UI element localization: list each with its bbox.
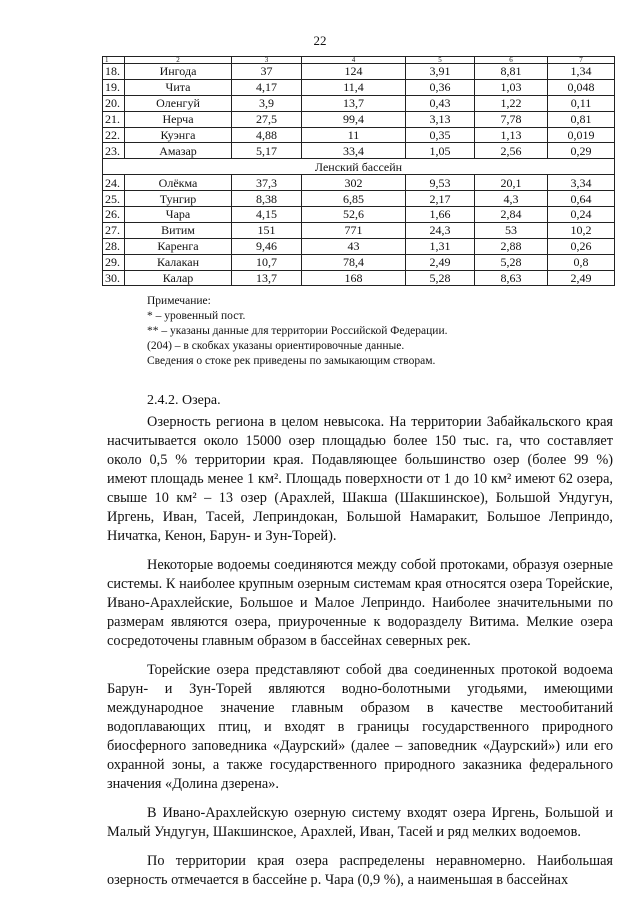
river-name-cell: Чара	[125, 207, 232, 223]
value-cell: 302	[302, 175, 406, 191]
value-cell: 3,9	[232, 95, 302, 111]
table-row	[103, 79, 615, 95]
value-cell: 4,3	[475, 191, 548, 207]
value-cell: 5,17	[232, 143, 302, 159]
value-cell: 78,4	[302, 254, 406, 270]
value-cell: 5,28	[475, 254, 548, 270]
value-cell: 0,29	[548, 143, 615, 159]
table-row	[103, 175, 615, 191]
row-number-cell: 21.	[103, 111, 125, 127]
value-cell: 43	[302, 238, 406, 254]
row-number-cell: 30.	[103, 270, 125, 286]
river-name-cell: Калар	[125, 270, 232, 286]
river-name-cell: Витим	[125, 222, 232, 238]
paragraph: Озерность региона в целом невысока. На территории Забайкальского края насчитывается около 15000 озер площадью более 150 тыс. га, что составляет около 0,5 % территории края. Подавляющее большинство озер (более 99 %) имеют площадь менее 1 км². Площадь поверхности от 1 до 10 км² имеют 62 озера, свыше 10 км² – 13 озер (Арахлей, Шакша (Шакшинское), Большой Ундугун, Иргень, Иван, Тасей, Леприндокан, Большой Намаракит, Большое Леприндо, Ничатка, Кенон, Барун- и Зун-Торей).	[107, 414, 613, 544]
table-row	[103, 127, 615, 143]
value-cell: 0,048	[548, 79, 615, 95]
value-cell: 1,31	[406, 238, 475, 254]
value-cell: 3	[232, 57, 302, 64]
value-cell: 0,43	[406, 95, 475, 111]
value-cell: 4	[302, 57, 406, 64]
table-row	[103, 143, 615, 159]
value-cell: 10,7	[232, 254, 302, 270]
value-cell: 0,64	[548, 191, 615, 207]
value-cell: 33,4	[302, 143, 406, 159]
table-row	[103, 222, 615, 238]
body-text	[107, 413, 613, 900]
value-cell: 52,6	[302, 207, 406, 223]
row-number-cell: 27.	[103, 222, 125, 238]
river-runoff-table	[102, 56, 615, 286]
table-row	[103, 95, 615, 111]
river-name-cell: Куэнга	[125, 127, 232, 143]
value-cell: 1,13	[475, 127, 548, 143]
value-cell: 0,11	[548, 95, 615, 111]
value-cell: 4,17	[232, 79, 302, 95]
value-cell: 1,03	[475, 79, 548, 95]
table-row	[103, 207, 615, 223]
value-cell: 13,7	[232, 270, 302, 286]
value-cell: 2,88	[475, 238, 548, 254]
value-cell: 168	[302, 270, 406, 286]
value-cell: 4,15	[232, 207, 302, 223]
basin-label: Ленский бассейн	[103, 159, 615, 175]
page-number: 22	[313, 33, 327, 48]
note-line: Сведения о стоке рек приведены по замыкающим створам.	[147, 355, 436, 367]
value-cell: 37	[232, 64, 302, 80]
value-cell: 0,81	[548, 111, 615, 127]
paragraph: В Ивано-Арахлейскую озерную систему входят озера Иргень, Большой и Малый Ундугун, Шакшинское, Арахлей, Иван, Тасей и ряд мелких водоемов.	[107, 805, 613, 840]
value-cell: 3,34	[548, 175, 615, 191]
river-name-cell: Каренга	[125, 238, 232, 254]
river-name-cell: Тунгир	[125, 191, 232, 207]
value-cell: 8,38	[232, 191, 302, 207]
row-number-cell: 28.	[103, 238, 125, 254]
river-name-cell: Чита	[125, 79, 232, 95]
value-cell: 0,019	[548, 127, 615, 143]
note-title: Примечание:	[147, 295, 211, 307]
paragraph: Некоторые водоемы соединяются между собой протоками, образуя озерные системы. К наиболее крупным озерным системам края относятся озера Торейские, Ивано-Арахлейские, Большое и Малое Леприндо. Наиболее значительными по размерам являются озера, приуроченные к водоразделу Витима. Мелкие озера сосредоточены главным образом в бассейнах северных рек.	[107, 557, 613, 649]
value-cell: 2,56	[475, 143, 548, 159]
row-number-cell: 18.	[103, 64, 125, 80]
table-row	[103, 238, 615, 254]
paragraph: По территории края озера распределены неравномерно. Наибольшая озерность отмечается в бассейне р. Чара (0,9 %), а наименьшая в бассейнах	[107, 853, 613, 888]
row-number-cell: 25.	[103, 191, 125, 207]
river-name-cell: Оленгуй	[125, 95, 232, 111]
river-name-cell: Нерча	[125, 111, 232, 127]
value-cell: 1,22	[475, 95, 548, 111]
row-number-cell: 20.	[103, 95, 125, 111]
value-cell: 9,46	[232, 238, 302, 254]
value-cell: 0,35	[406, 127, 475, 143]
table-notes	[147, 294, 617, 369]
table-row	[103, 270, 615, 286]
value-cell: 0,36	[406, 79, 475, 95]
value-cell: 37,3	[232, 175, 302, 191]
value-cell: 2,49	[548, 270, 615, 286]
river-name-cell: 2	[125, 57, 232, 64]
river-name-cell: Олёкма	[125, 175, 232, 191]
value-cell: 771	[302, 222, 406, 238]
value-cell: 0,24	[548, 207, 615, 223]
value-cell: 8,81	[475, 64, 548, 80]
basin-row	[103, 159, 615, 175]
value-cell: 5	[406, 57, 475, 64]
table-header-row	[103, 57, 615, 64]
row-number-cell: 29.	[103, 254, 125, 270]
value-cell: 2,84	[475, 207, 548, 223]
row-number-cell: 19.	[103, 79, 125, 95]
value-cell: 6	[475, 57, 548, 64]
section-heading: 2.4.2. Озера.	[147, 393, 221, 408]
value-cell: 7,78	[475, 111, 548, 127]
row-number-cell: 22.	[103, 127, 125, 143]
table-row	[103, 111, 615, 127]
river-name-cell: Калакан	[125, 254, 232, 270]
value-cell: 6,85	[302, 191, 406, 207]
value-cell: 151	[232, 222, 302, 238]
value-cell: 10,2	[548, 222, 615, 238]
note-line: ** – указаны данные для территории Российской Федерации.	[147, 325, 448, 337]
value-cell: 11	[302, 127, 406, 143]
value-cell: 0,26	[548, 238, 615, 254]
value-cell: 1,34	[548, 64, 615, 80]
river-name-cell: Амазар	[125, 143, 232, 159]
paragraph: Торейские озера представляют собой два соединенных протокой водоема Барун- и Зун-Торей являются водно-болотными угодьями, имеющими международное значение главным образом в качестве местообитаний водоплавающих птиц, и входят в границы государственного природного биосферного заповедника «Даурский» (далее – заповедник «Даурский») или его охранной зоны, а также государственного природного заказника федерального значения «Долина дзерена».	[107, 662, 613, 792]
value-cell: 27,5	[232, 111, 302, 127]
value-cell: 0,8	[548, 254, 615, 270]
value-cell: 3,91	[406, 64, 475, 80]
value-cell: 99,4	[302, 111, 406, 127]
value-cell: 124	[302, 64, 406, 80]
row-number-cell: 1	[103, 57, 125, 64]
value-cell: 8,63	[475, 270, 548, 286]
table-row	[103, 64, 615, 80]
value-cell: 3,13	[406, 111, 475, 127]
value-cell: 20,1	[475, 175, 548, 191]
table-row	[103, 191, 615, 207]
value-cell: 24,3	[406, 222, 475, 238]
row-number-cell: 24.	[103, 175, 125, 191]
note-line: (204) – в скобках указаны ориентировочные данные.	[147, 340, 405, 352]
note-line: * – уровенный пост.	[147, 310, 246, 322]
value-cell: 9,53	[406, 175, 475, 191]
river-name-cell: Ингода	[125, 64, 232, 80]
value-cell: 11,4	[302, 79, 406, 95]
value-cell: 13,7	[302, 95, 406, 111]
table-row	[103, 254, 615, 270]
value-cell: 1,66	[406, 207, 475, 223]
row-number-cell: 23.	[103, 143, 125, 159]
value-cell: 2,17	[406, 191, 475, 207]
value-cell: 7	[548, 57, 615, 64]
row-number-cell: 26.	[103, 207, 125, 223]
value-cell: 1,05	[406, 143, 475, 159]
value-cell: 2,49	[406, 254, 475, 270]
value-cell: 4,88	[232, 127, 302, 143]
value-cell: 5,28	[406, 270, 475, 286]
value-cell: 53	[475, 222, 548, 238]
